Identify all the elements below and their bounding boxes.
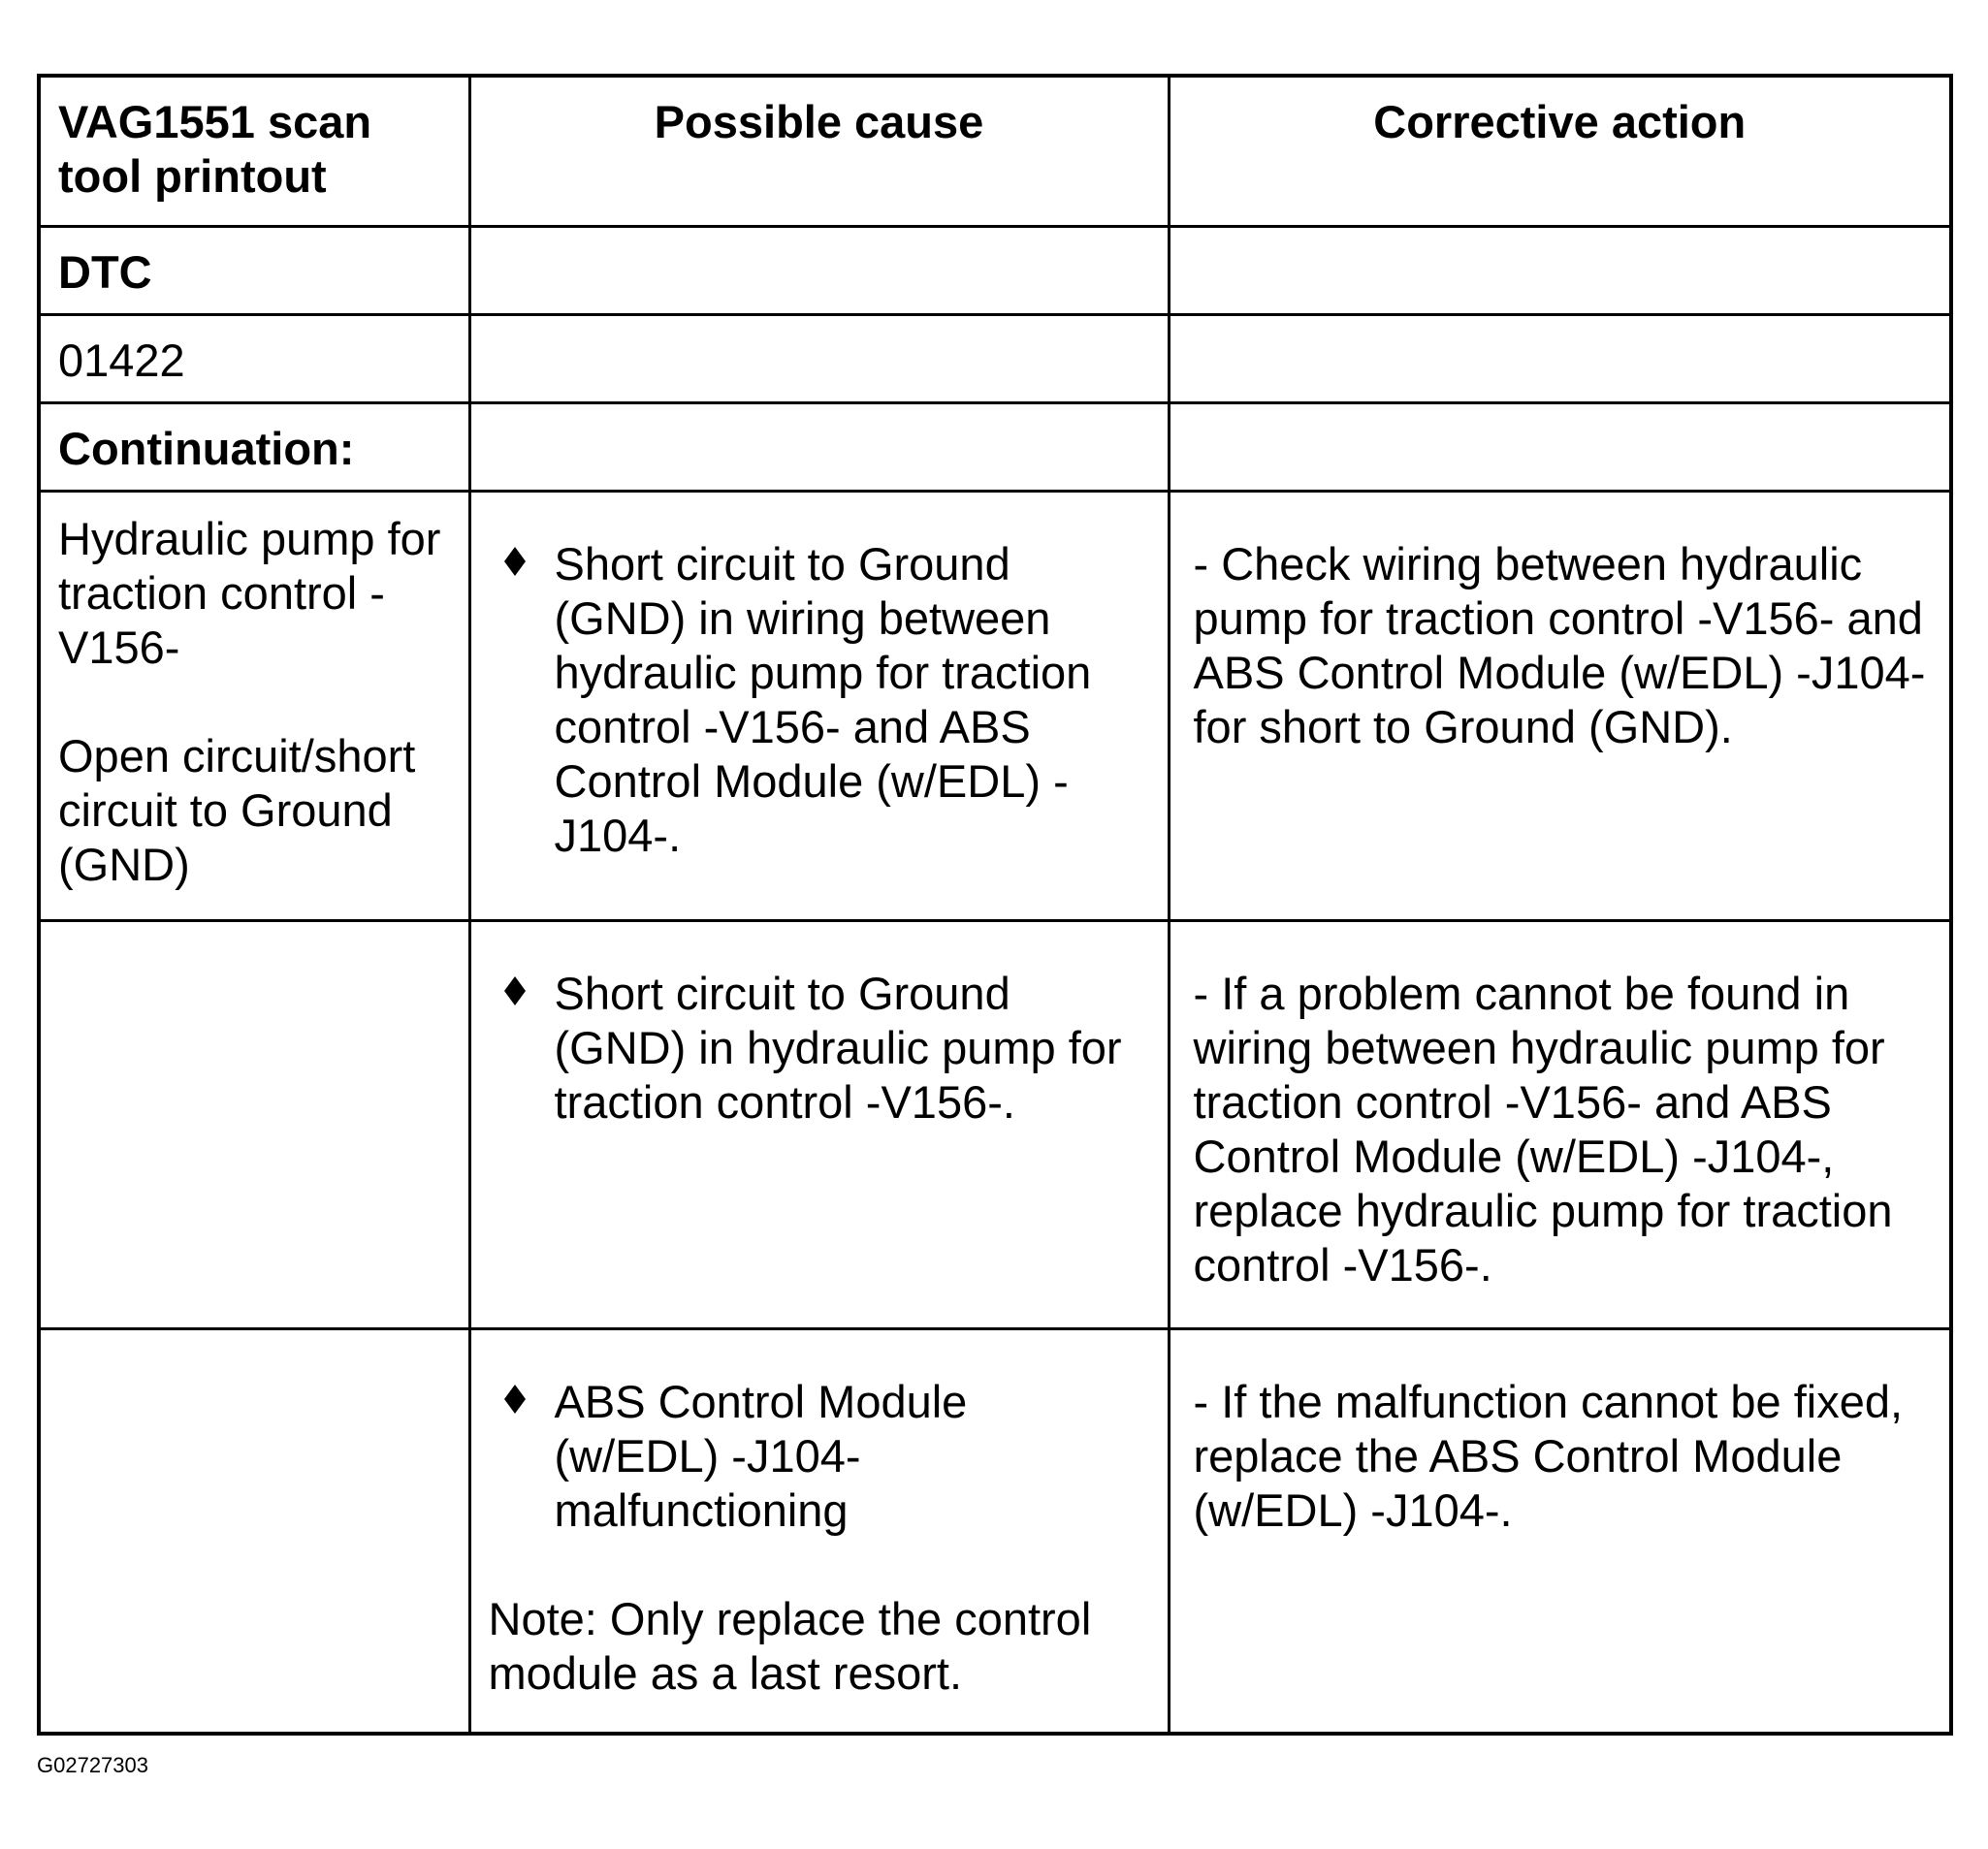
diamond-bullet-icon	[489, 1375, 537, 1414]
fault-description: Open circuit/short circuit to Ground (GND)	[58, 730, 416, 890]
header-possible-cause	[469, 78, 1169, 227]
cell-empty	[1169, 315, 1949, 403]
list-item	[489, 1375, 1144, 1538]
table-row	[41, 492, 1949, 921]
cell-empty	[41, 921, 469, 1329]
cell-empty	[41, 1329, 469, 1733]
figure-id: G02727303	[37, 1753, 148, 1777]
cell-dtc-code	[41, 315, 469, 403]
cell-empty	[469, 227, 1169, 315]
table-row	[41, 1329, 1949, 1733]
cell-possible-cause-2	[469, 921, 1169, 1329]
cell-possible-cause-1	[469, 492, 1169, 921]
note-text: Note: Only replace the control module as a last resort.	[488, 1593, 1092, 1699]
cell-dtc-label	[41, 227, 469, 315]
diagnostic-table-frame	[37, 74, 1953, 1736]
cell-corrective-action-2	[1169, 921, 1949, 1329]
cell-possible-cause-3	[469, 1329, 1169, 1733]
header-corrective-action	[1169, 78, 1949, 227]
cell-corrective-action-1	[1169, 492, 1949, 921]
table-row-dtc-label	[41, 227, 1949, 315]
corrective-action-text: - If a problem cannot be found in wiring between hydraulic pump for traction control -V156- and ABS Control Module (w/EDL) -J104-, replace hydraulic pump for traction control -V156-.	[1193, 968, 1893, 1291]
corrective-action-text: - Check wiring between hydraulic pump for traction control -V156- and ABS Control Module (w/EDL) -J104- for short to Ground (GND).	[1193, 538, 1926, 752]
diamond-bullet-icon	[489, 537, 537, 576]
cell-component-fault	[41, 492, 469, 921]
list-item	[489, 537, 1144, 863]
continuation-label: Continuation:	[58, 423, 355, 474]
list-item	[489, 967, 1144, 1130]
possible-cause-text: Short circuit to Ground (GND) in wiring between hydraulic pump for traction control -V156- and ABS Control Module (w/EDL) -J104-.	[554, 538, 1092, 861]
cell-empty	[1169, 403, 1949, 492]
possible-cause-text: Short circuit to Ground (GND) in hydraulic pump for traction control -V156-.	[554, 968, 1122, 1128]
table-row	[41, 921, 1949, 1329]
possible-cause-text: ABS Control Module (w/EDL) -J104- malfunctioning	[554, 1376, 968, 1536]
cell-empty	[1169, 227, 1949, 315]
dtc-table	[41, 78, 1949, 1732]
table-row-continuation	[41, 403, 1949, 492]
cell-empty	[469, 403, 1169, 492]
diamond-bullet-icon	[489, 967, 537, 1005]
corrective-action-text: - If the malfunction cannot be fixed, replace the ABS Control Module (w/EDL) -J104-.	[1193, 1376, 1904, 1536]
table-row-dtc-code	[41, 315, 1949, 403]
header-possible-cause-text: Possible cause	[654, 96, 984, 147]
table-header-row	[41, 78, 1949, 227]
header-corrective-action-text: Corrective action	[1373, 96, 1747, 147]
cell-continuation	[41, 403, 469, 492]
header-scan-tool-printout-text: VAG1551 scan tool printout	[58, 96, 372, 202]
cell-empty	[469, 315, 1169, 403]
component-name: Hydraulic pump for traction control -V156-	[58, 513, 441, 673]
dtc-label: DTC	[58, 246, 152, 298]
dtc-code: 01422	[58, 335, 185, 386]
header-scan-tool-printout	[41, 78, 469, 227]
cell-corrective-action-3	[1169, 1329, 1949, 1733]
